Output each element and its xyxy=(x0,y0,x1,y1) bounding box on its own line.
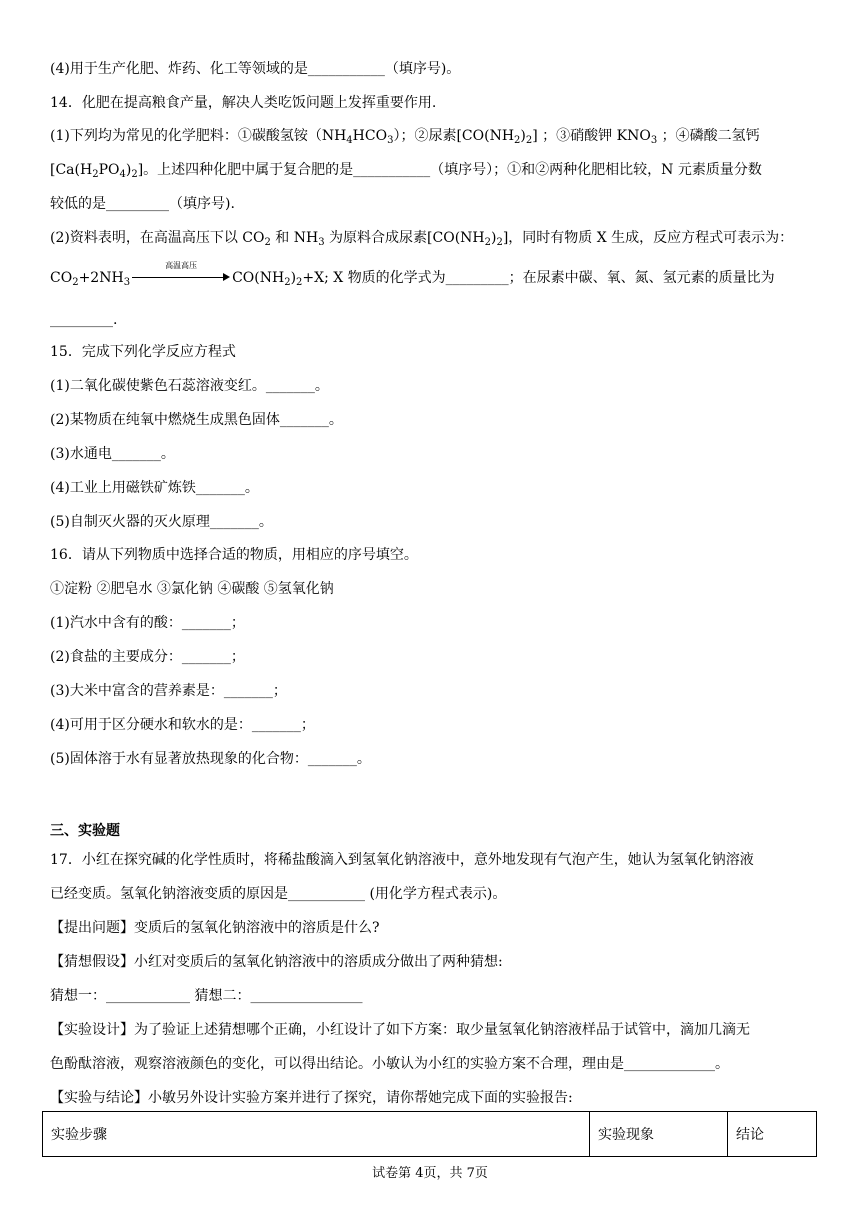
q15-part3: (3)水通电_______。 xyxy=(50,446,175,462)
q16-options: ①淀粉 ②肥皂水 ③氯化钠 ④碳酸 ⑤氢氧化钠 xyxy=(50,581,334,597)
reaction-arrow xyxy=(132,261,230,284)
q14-equation-line: $CO_2+2NH_3$ 高温高压 $CO(NH_2)_2+X$; X 物质的化学式为_________；在尿素中碳、氧、氮、氢元素的质量比为 xyxy=(50,261,775,288)
q15-part1: (1)二氧化碳使紫色石蕊溶液变红。_______。 xyxy=(50,378,329,394)
q14-part2-blank: _________. xyxy=(50,312,118,328)
q17-conclusion: 【实验与结论】小敏另外设计实验方案并进行了探究，请你帮她完成下面的实验报告: xyxy=(50,1090,573,1106)
q16-part3: (3)大米中富含的营养素是：_______； xyxy=(50,683,287,699)
q16-part2: (2)食盐的主要成分：_______； xyxy=(50,649,245,665)
table-header-phenomenon: 实验现象 xyxy=(590,1112,728,1157)
q17-question: 【提出问题】变质后的氢氧化钠溶液中的溶质是什么? xyxy=(50,920,380,936)
q14-part2-line1: (2)资料表明，在高温高压下以 $CO_2$ 和 $NH_3$ 为原料合成尿素$[CO(NH_2)_2]$，同时有物质 X 生成，反应方程式可表示为： xyxy=(50,230,794,248)
q15-part2: (2)某物质在纯氧中燃烧生成黑色固体_______。 xyxy=(50,412,343,428)
q17-hypothesis: 【猜想假设】小红对变质后的氢氧化钠溶液中的溶质成分做出了两种猜想: xyxy=(50,954,503,970)
experiment-report-table xyxy=(42,1111,817,1157)
q17-guesses: 猜想一：____________ 猜想二：________________ xyxy=(50,988,363,1004)
q16-part5: (5)固体溶于水有显著放热现象的化合物：_______。 xyxy=(50,751,371,767)
q17-line1: 17．小红在探究碱的化学性质时，将稀盐酸滴入到氢氧化钠溶液中，意外地发现有气泡产生，她认为氢氧化钠溶液 xyxy=(50,852,754,868)
table-row xyxy=(43,1112,817,1157)
q16-part4: (4)可用于区分硬水和软水的是：_______； xyxy=(50,717,315,733)
q15-stem: 15．完成下列化学反应方程式 xyxy=(50,344,236,360)
reaction-condition: 高温高压 xyxy=(165,261,198,270)
q14-part1-line3: 较低的是_________（填序号). xyxy=(50,196,235,212)
q14-part1-line1: (1)下列均为常见的化学肥料：①碳酸氢铵$(NH_4HCO_3)$；②尿素$[CO(NH_2)_2]$ ；③硝酸钾 $KNO_3$ ；④磷酸二氢钙 xyxy=(50,128,760,146)
table-header-steps: 实验步骤 xyxy=(43,1112,590,1157)
q13-part4: (4)用于生产化肥、炸药、化工等领域的是___________（填序号)。 xyxy=(50,61,461,77)
q15-part5: (5)自制灭火器的灭火原理_______。 xyxy=(50,514,273,530)
q16-part1: (1)汽水中含有的酸：_______； xyxy=(50,615,245,631)
q17-line2: 已经变质。氢氧化钠溶液变质的原因是___________ (用化学方程式表示)。 xyxy=(50,886,507,902)
section-heading: 三、实验题 xyxy=(50,823,120,839)
page-footer: 试卷第 4页，共 7页 xyxy=(372,1166,488,1181)
q14-stem: 14．化肥在提高粮食产量，解决人类吃饭问题上发挥重要作用. xyxy=(50,95,437,111)
q17-design-line1: 【实验设计】为了验证上述猜想哪个正确，小红设计了如下方案：取少量氢氧化钠溶液样品于试管中，滴加几滴无 xyxy=(50,1022,750,1038)
table-header-conclusion: 结论 xyxy=(728,1112,817,1157)
q16-stem: 16．请从下列物质中选择合适的物质，用相应的序号填空。 xyxy=(50,547,418,563)
q15-part4: (4)工业上用磁铁矿炼铁_______。 xyxy=(50,480,259,496)
q17-design-line2: 色酚酞溶液，观察溶液颜色的变化，可以得出结论。小敏认为小红的实验方案不合理，理由是_____________。 xyxy=(50,1056,729,1072)
q14-part1-line2: $[Ca(H_2PO_4)_2]$。上述四种化肥中属于复合肥的是___________（填序号）；①和②两种化肥相比较，N 元素质量分数 xyxy=(50,162,762,180)
